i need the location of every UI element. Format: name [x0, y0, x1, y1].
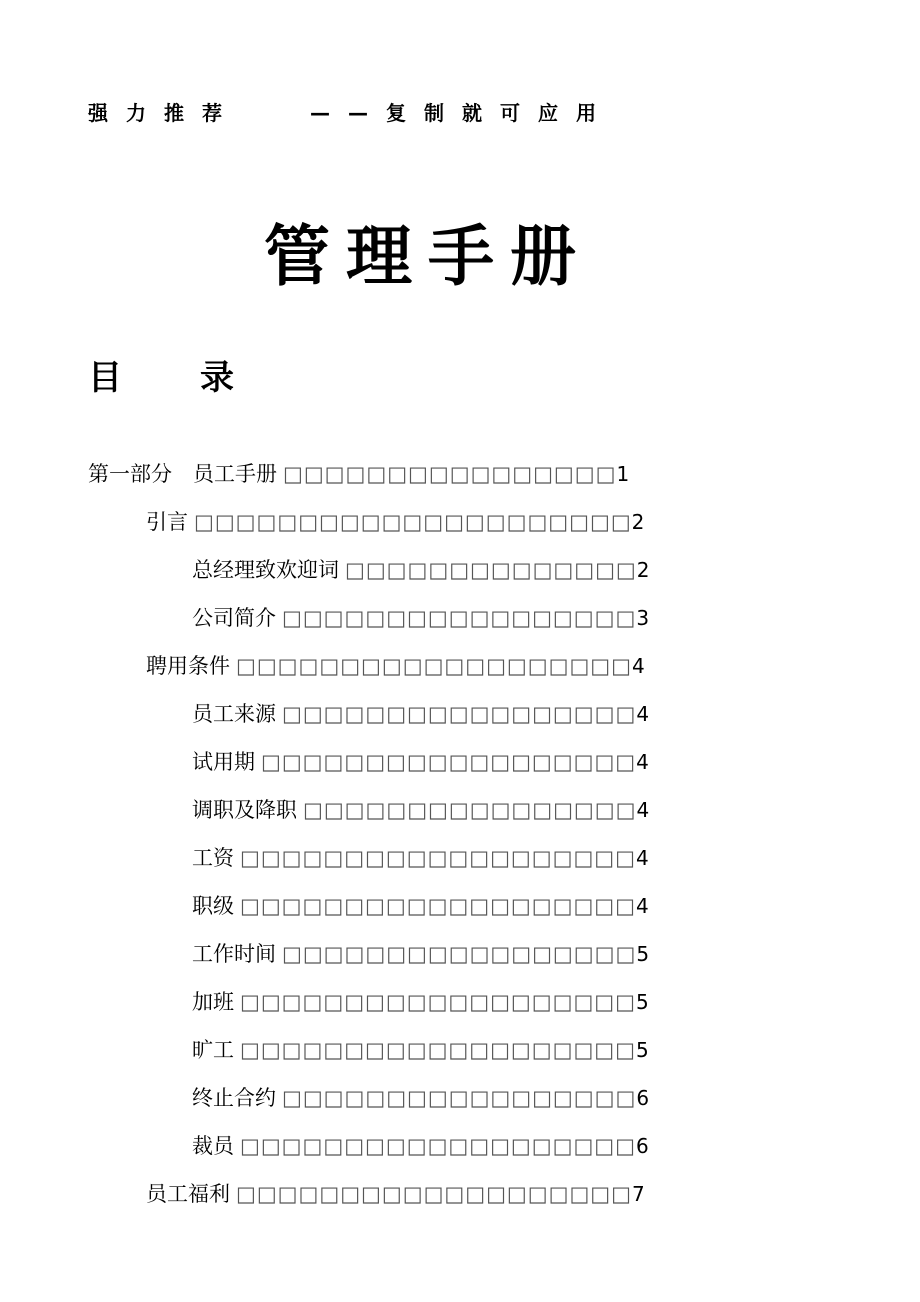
toc-entry[interactable]	[192, 834, 649, 882]
toc-entry[interactable]	[192, 1122, 649, 1170]
toc-heading-char-2: 录	[200, 358, 234, 398]
tagline-left: 强力推荐	[88, 101, 240, 125]
toc-entry[interactable]	[146, 498, 644, 546]
toc-entry-page: 5	[636, 990, 649, 1014]
toc-entry-leader: □□□□□□□□□□□□□□□□	[283, 462, 617, 486]
toc-entry-page: 2	[636, 558, 650, 582]
toc-entry-leader: □□□□□□□□□□□□□□□□□	[282, 1086, 637, 1110]
toc-entry[interactable]	[192, 1026, 649, 1074]
toc-entry-label: 引言	[146, 510, 188, 534]
toc-entry-leader: □□□□□□□□□□□□□□	[345, 558, 637, 582]
toc-entry-leader: □□□□□□□□□□□□□□□□□	[282, 942, 637, 966]
toc-entry-label: 加班	[192, 990, 234, 1014]
toc-heading-char-1: 目	[88, 358, 122, 398]
toc-entry-page: 4	[636, 750, 649, 774]
toc-entry-leader: □□□□□□□□□□□□□□□□□□	[261, 750, 637, 774]
toc-entry-label: 职级	[192, 894, 234, 918]
toc-entry[interactable]	[192, 882, 649, 930]
toc-entry-label: 终止合约	[192, 1086, 276, 1110]
toc-entry[interactable]	[192, 930, 649, 978]
toc-entry-label: 试用期	[192, 750, 255, 774]
toc-entry[interactable]	[88, 450, 629, 498]
toc-entry-label: 调职及降职	[192, 798, 297, 822]
tagline-right: ——复制就可应用	[310, 101, 614, 125]
toc-entry[interactable]	[192, 738, 649, 786]
toc-entry-leader: □□□□□□□□□□□□□□□□□	[282, 606, 637, 630]
toc-entry-leader: □□□□□□□□□□□□□□□□	[303, 798, 637, 822]
toc-entry-label: 工资	[192, 846, 234, 870]
toc-entry-page: 6	[636, 1134, 649, 1158]
toc-entry[interactable]	[192, 786, 649, 834]
toc-entry-page: 1	[616, 462, 630, 486]
toc-entry-leader: □□□□□□□□□□□□□□□□□□□	[240, 894, 636, 918]
toc-entry-leader: □□□□□□□□□□□□□□□□□□□□□	[194, 510, 632, 534]
toc-entry-label: 员工来源	[192, 702, 276, 726]
toc-entry-page: 4	[636, 798, 650, 822]
toc-entry[interactable]	[146, 642, 645, 690]
toc-entry-label: 总经理致欢迎词	[192, 558, 339, 582]
toc-entry-leader: □□□□□□□□□□□□□□□□□□□	[240, 846, 636, 870]
toc-entry-label: 公司简介	[192, 606, 276, 630]
toc-entry-page: 4	[636, 846, 649, 870]
toc-entry-page: 3	[636, 606, 650, 630]
toc-entry[interactable]	[192, 594, 649, 642]
toc-entry[interactable]	[192, 978, 649, 1026]
toc-entry-label: 员工福利	[146, 1182, 230, 1206]
toc-entry[interactable]	[192, 1074, 649, 1122]
toc-entry-leader: □□□□□□□□□□□□□□□□□□□	[240, 1038, 636, 1062]
toc-entry-page: 7	[632, 1182, 645, 1206]
toc-entry-label: 聘用条件	[146, 654, 230, 678]
toc-heading	[88, 352, 234, 404]
toc-entry[interactable]	[192, 546, 650, 594]
toc-entry[interactable]	[192, 690, 649, 738]
toc-entry-label: 裁员	[192, 1134, 234, 1158]
toc-entry-label: 工作时间	[192, 942, 276, 966]
toc-entry-page: 5	[636, 942, 650, 966]
toc-entry-page: 2	[631, 510, 645, 534]
toc-entry-page: 4	[636, 702, 650, 726]
toc-entry-leader: □□□□□□□□□□□□□□□□□	[282, 702, 637, 726]
toc-entry-page: 6	[636, 1086, 650, 1110]
document-title: 管理手册	[264, 218, 592, 295]
toc-entry[interactable]	[146, 1170, 645, 1218]
toc-entry-leader: □□□□□□□□□□□□□□□□□□□	[240, 990, 636, 1014]
toc-entry-leader: □□□□□□□□□□□□□□□□□□□	[236, 654, 632, 678]
toc-entry-label: 第一部分 员工手册	[88, 462, 277, 486]
toc-entry-leader: □□□□□□□□□□□□□□□□□□□	[236, 1182, 632, 1206]
toc-entry-page: 5	[636, 1038, 649, 1062]
toc-entry-page: 4	[636, 894, 649, 918]
toc-entry-page: 4	[632, 654, 645, 678]
toc-entry-label: 旷工	[192, 1038, 234, 1062]
toc-entry-leader: □□□□□□□□□□□□□□□□□□□	[240, 1134, 636, 1158]
